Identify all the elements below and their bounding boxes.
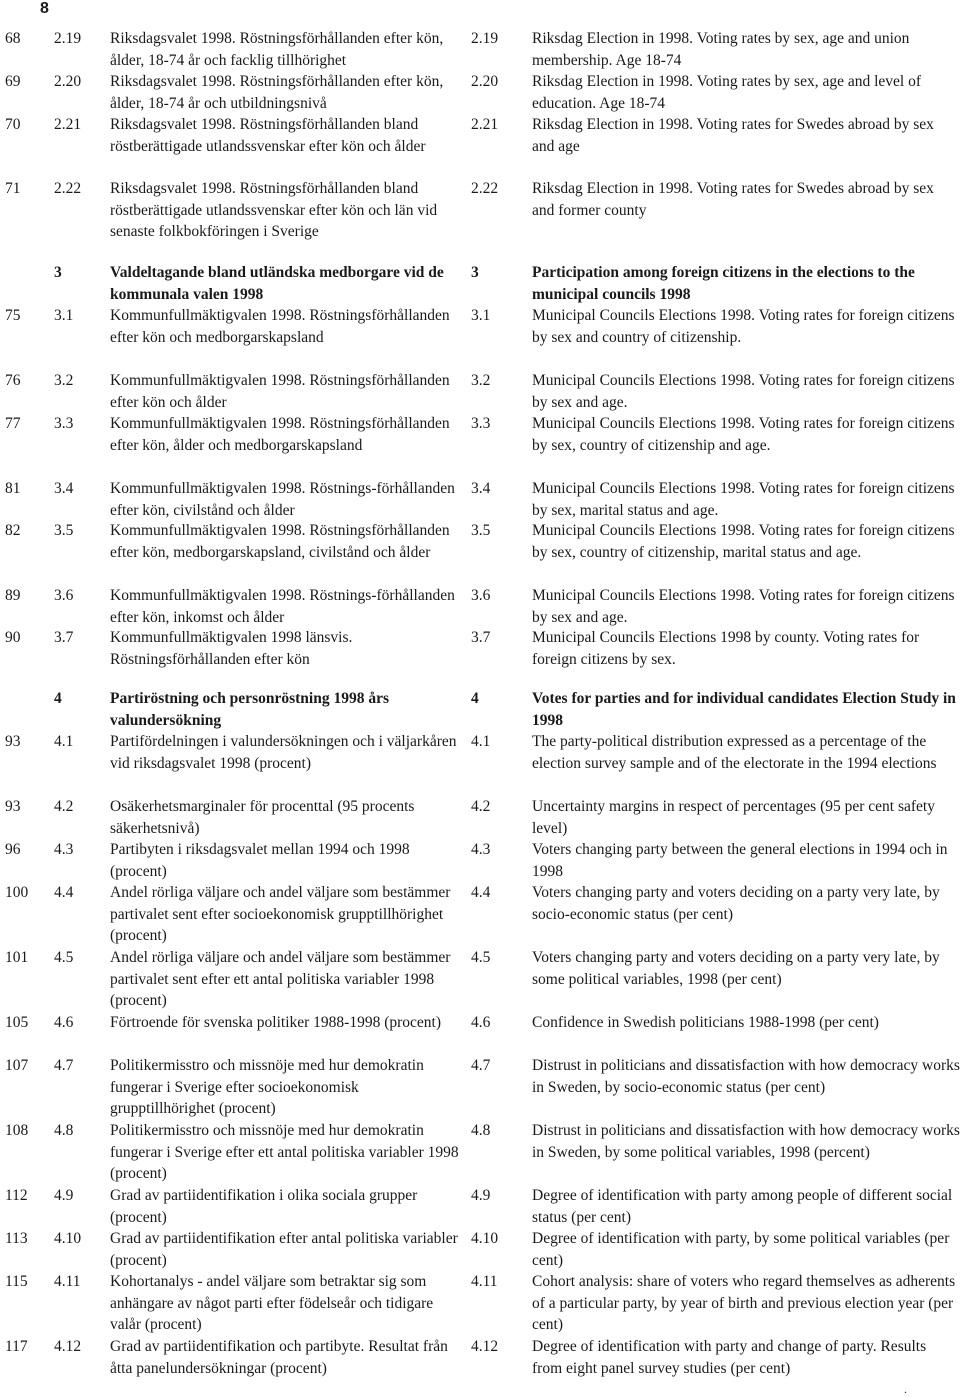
table-title-english: Municipal Councils Elections 1998. Voting rates for foreign citizens by sex, country of citizenship, marital status and age. <box>532 522 955 561</box>
table-title-swedish: Grad av partiidentifikation i olika sociala grupper (procent) <box>110 1187 418 1226</box>
table-title-swedish: Riksdagsvalet 1998. Röstningsförhållanden bland röstberättigade utlandssvenskar efter kön och län vid senaste folkbokföringen i Sverige <box>110 180 438 240</box>
page-ref: 100 <box>5 884 29 901</box>
section-number-english: 3 <box>471 264 479 281</box>
table-title-swedish: Kommunfullmäktigvalen 1998. Röstningsförhållanden efter kön, ålder och medborgarskapsland <box>110 415 450 454</box>
table-title-english: Cohort analysis: share of voters who regard themselves as adherents of a particular party, by year of birth and previous election year (per cent) <box>532 1273 956 1333</box>
page-ref: 82 <box>5 522 21 539</box>
section-title-english: Votes for parties and for individual candidates Election Study in 1998 <box>532 690 956 729</box>
table-number: 4.6 <box>54 1014 74 1031</box>
table-title-english: Municipal Councils Elections 1998. Voting rates for foreign citizens by sex, marital status and age. <box>532 480 955 519</box>
page-ref: 71 <box>5 180 21 197</box>
page-ref: 89 <box>5 587 21 604</box>
section-title-swedish: Partiröstning och personröstning 1998 års valundersökning <box>110 690 389 729</box>
table-title-swedish: Grad av partiidentifikation och partibyte. Resultat från åtta panelundersökningar (procent) <box>110 1338 448 1377</box>
page-ref: 93 <box>5 733 21 750</box>
table-number: 3.7 <box>54 629 74 646</box>
table-number: 4.2 <box>54 798 74 815</box>
page-ref: 81 <box>5 480 21 497</box>
table-title-swedish: Andel rörliga väljare och andel väljare som bestämmer partivalet sent efter socioekonomisk grupptillhörighet (procent) <box>110 884 451 944</box>
table-number-english: 3.7 <box>471 629 491 646</box>
table-number-english: 4.5 <box>471 949 491 966</box>
table-number-english: 4.7 <box>471 1057 491 1074</box>
table-title-english: Municipal Councils Elections 1998. Voting rates for foreign citizens by sex and age. <box>532 587 955 626</box>
table-number: 2.22 <box>54 180 82 197</box>
table-title-english: Voters changing party between the general elections in 1994 och in 1998 <box>532 841 948 880</box>
table-title-swedish: Riksdagsvalet 1998. Röstningsförhållanden efter kön, ålder, 18-74 år och utbildningsnivå <box>110 73 444 112</box>
page-ref: 90 <box>5 629 21 646</box>
table-number: 2.19 <box>54 30 82 47</box>
page-ref: 113 <box>5 1230 28 1247</box>
table-title-swedish: Kommunfullmäktigvalen 1998. Röstningsförhållanden efter kön och ålder <box>110 372 450 411</box>
table-title-swedish: Kohortanalys - andel väljare som betraktar sig som anhängare av något parti efter födelseår och tidigare valår (procent) <box>110 1273 434 1333</box>
table-number-english: 3.1 <box>471 307 491 324</box>
table-title-english: The party-political distribution expressed as a percentage of the election survey sample and of the electorate in the 1994 elections <box>532 733 937 772</box>
table-number: 4.7 <box>54 1057 74 1074</box>
table-number-english: 4.9 <box>471 1187 491 1204</box>
table-title-swedish: Andel rörliga väljare och andel väljare som bestämmer partivalet sent efter ett antal politiska variabler 1998 (procent) <box>110 949 451 1009</box>
table-title-swedish: Kommunfullmäktigvalen 1998. Röstnings-förhållanden efter kön, civilstånd och ålder <box>110 480 455 519</box>
section-number: 4 <box>54 690 62 707</box>
table-title-english: Voters changing party and voters deciding on a party very late, by some political variables, 1998 (per cent) <box>532 949 940 988</box>
table-number-english: 2.21 <box>471 116 499 133</box>
table-number-english: 3.6 <box>471 587 491 604</box>
table-number-english: 3.5 <box>471 522 491 539</box>
table-title-swedish: Partifördelningen i valundersökningen och i väljarkåren vid riksdagsvalet 1998 (procent) <box>110 733 457 772</box>
table-number: 4.4 <box>54 884 74 901</box>
table-title-english: Municipal Councils Elections 1998. Voting rates for foreign citizens by sex and age. <box>532 372 955 411</box>
table-number-english: 4.8 <box>471 1122 491 1139</box>
section-number-english: 4 <box>471 690 479 707</box>
table-title-swedish: Grad av partiidentifikation efter antal politiska variabler (procent) <box>110 1230 458 1269</box>
page-ref: 69 <box>5 73 21 90</box>
table-title-english: Uncertainty margins in respect of percentages (95 per cent safety level) <box>532 798 935 837</box>
table-title-english: Degree of identification with party among people of different social status (per cent) <box>532 1187 953 1226</box>
table-number-english: 4.2 <box>471 798 491 815</box>
footer-mark: . <box>904 1382 907 1396</box>
page-ref: 77 <box>5 415 21 432</box>
table-title-swedish: Partibyten i riksdagsvalet mellan 1994 och 1998 (procent) <box>110 841 410 880</box>
table-number: 3.2 <box>54 372 74 389</box>
table-number: 2.20 <box>54 73 82 90</box>
table-number: 3.3 <box>54 415 74 432</box>
table-title-english: Riksdag Election in 1998. Voting rates by sex, age and union membership. Age 18-74 <box>532 30 910 69</box>
section-title-english: Participation among foreign citizens in the elections to the municipal councils 1998 <box>532 264 915 303</box>
table-title-swedish: Politikermisstro och missnöje med hur demokratin fungerar i Sverige efter socioekonomisk grupptillhörighet (procent) <box>110 1057 424 1117</box>
table-title-swedish: Politikermisstro och missnöje med hur demokratin fungerar i Sverige efter ett antal politiska variabler 1998 (procent) <box>110 1122 459 1182</box>
table-title-english: Riksdag Election in 1998. Voting rates for Swedes abroad by sex and age <box>532 116 934 155</box>
page-ref: 112 <box>5 1187 28 1204</box>
table-title-swedish: Riksdagsvalet 1998. Röstningsförhållanden bland röstberättigade utlandssvenskar efter kön och ålder <box>110 116 426 155</box>
page-ref: 75 <box>5 307 21 324</box>
table-title-swedish: Osäkerhetsmarginaler för procenttal (95 procents säkerhetsnivå) <box>110 798 415 837</box>
table-title-english: Distrust in politicians and dissatisfaction with how democracy works in Sweden, by some political variables, 1998 (percent) <box>532 1122 960 1161</box>
table-number-english: 4.10 <box>471 1230 499 1247</box>
table-title-swedish: Kommunfullmäktigvalen 1998 länsvis. Röstningsförhållanden efter kön <box>110 629 353 668</box>
table-number-english: 2.22 <box>471 180 499 197</box>
table-number: 4.10 <box>54 1230 82 1247</box>
table-number-english: 3.4 <box>471 480 491 497</box>
page-ref: 108 <box>5 1122 29 1139</box>
table-number: 3.6 <box>54 587 74 604</box>
page-ref: 70 <box>5 116 21 133</box>
table-title-english: Riksdag Election in 1998. Voting rates by sex, age and level of education. Age 18-74 <box>532 73 922 112</box>
table-number-english: 4.1 <box>471 733 491 750</box>
table-number: 4.1 <box>54 733 74 750</box>
table-number: 2.21 <box>54 116 82 133</box>
table-title-english: Degree of identification with party and change of party. Results from eight panel survey studies (per cent) <box>532 1338 927 1377</box>
page-ref: 115 <box>5 1273 28 1290</box>
table-number-english: 3.3 <box>471 415 491 432</box>
table-title-english: Municipal Councils Elections 1998. Voting rates for foreign citizens by sex, country of citizenship and age. <box>532 415 955 454</box>
table-title-english: Municipal Councils Elections 1998 by county. Voting rates for foreign citizens by sex. <box>532 629 920 668</box>
table-number-english: 2.19 <box>471 30 499 47</box>
table-number: 4.12 <box>54 1338 82 1355</box>
table-title-english: Riksdag Election in 1998. Voting rates for Swedes abroad by sex and former county <box>532 180 934 219</box>
page-number: 8 <box>40 0 49 17</box>
page-ref: 105 <box>5 1014 29 1031</box>
table-number-english: 4.4 <box>471 884 491 901</box>
table-number: 4.8 <box>54 1122 74 1139</box>
table-title-english: Municipal Councils Elections 1998. Voting rates for foreign citizens by sex and country of citizenship. <box>532 307 955 346</box>
table-number: 4.3 <box>54 841 74 858</box>
table-title-english: Voters changing party and voters deciding on a party very late, by socio-economic status (per cent) <box>532 884 940 923</box>
page-ref: 96 <box>5 841 21 858</box>
table-number: 3.5 <box>54 522 74 539</box>
page-ref: 101 <box>5 949 29 966</box>
table-title-swedish: Kommunfullmäktigvalen 1998. Röstningsförhållanden efter kön, medborgarskapsland, civilstånd och ålder <box>110 522 450 561</box>
table-title-swedish: Kommunfullmäktigvalen 1998. Röstnings-förhållanden efter kön, inkomst och ålder <box>110 587 455 626</box>
section-title-swedish: Valdeltagande bland utländska medborgare vid de kommunala valen 1998 <box>110 264 444 303</box>
table-title-swedish: Riksdagsvalet 1998. Röstningsförhållanden efter kön, ålder, 18-74 år och facklig tillhörighet <box>110 30 444 69</box>
table-title-english: Confidence in Swedish politicians 1988-1998 (per cent) <box>532 1014 879 1031</box>
table-number: 3.1 <box>54 307 74 324</box>
table-number: 3.4 <box>54 480 74 497</box>
page-ref: 107 <box>5 1057 29 1074</box>
table-title-english: Degree of identification with party, by some political variables (per cent) <box>532 1230 950 1269</box>
table-number-english: 4.11 <box>471 1273 498 1290</box>
table-number-english: 4.6 <box>471 1014 491 1031</box>
section-number: 3 <box>54 264 62 281</box>
table-title-english: Distrust in politicians and dissatisfaction with how democracy works in Sweden, by socio-economic status (per cent) <box>532 1057 960 1096</box>
page-ref: 68 <box>5 30 21 47</box>
table-title-swedish: Förtroende för svenska politiker 1988-1998 (procent) <box>110 1014 442 1031</box>
table-number: 4.9 <box>54 1187 74 1204</box>
table-number-english: 3.2 <box>471 372 491 389</box>
page-ref: 93 <box>5 798 21 815</box>
page-ref: 117 <box>5 1338 28 1355</box>
table-number-english: 4.3 <box>471 841 491 858</box>
page-ref: 76 <box>5 372 21 389</box>
table-number: 4.11 <box>54 1273 81 1290</box>
table-number-english: 2.20 <box>471 73 499 90</box>
table-number: 4.5 <box>54 949 74 966</box>
table-title-swedish: Kommunfullmäktigvalen 1998. Röstningsförhållanden efter kön och medborgarskapsland <box>110 307 450 346</box>
table-number-english: 4.12 <box>471 1338 499 1355</box>
